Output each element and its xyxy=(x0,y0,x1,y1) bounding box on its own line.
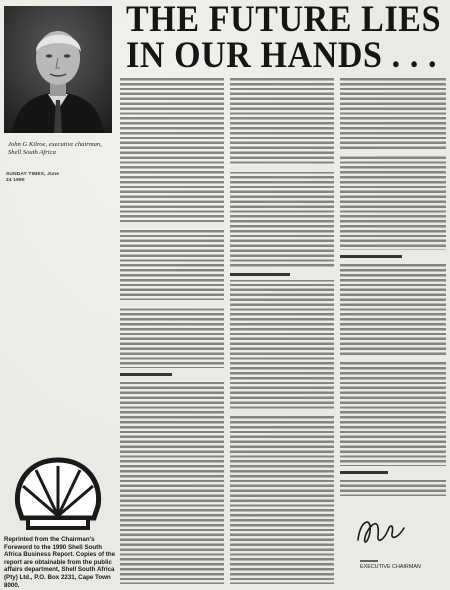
paragraph-break xyxy=(120,222,224,228)
paragraph-break xyxy=(340,356,446,362)
author-photo xyxy=(4,6,112,133)
stamp-line: SUNDAY TIMES, June 24 1990 xyxy=(6,172,60,183)
body-column-3 xyxy=(340,78,446,496)
shell-emblem-icon xyxy=(10,456,106,534)
paragraph-break xyxy=(230,410,334,416)
signer-title: EXECUTIVE CHAIRMAN xyxy=(360,564,421,571)
headline-line-1: THE FUTURE LIES xyxy=(126,0,442,40)
left-column xyxy=(0,0,118,590)
newspaper-stamp xyxy=(6,172,64,184)
caption-role: Shell South Africa xyxy=(8,149,56,157)
section-subhead-mark xyxy=(120,373,172,376)
photo-caption xyxy=(8,141,112,158)
caption-name: John G Kilroe, executive chairman, xyxy=(8,141,102,148)
paragraph-break xyxy=(120,300,224,306)
signer-initials-mark xyxy=(360,560,378,562)
signature-image xyxy=(350,510,410,552)
headline-line-2: IN OUR HANDS . . . xyxy=(126,35,438,76)
paragraph-break xyxy=(230,166,334,172)
section-subhead-mark xyxy=(340,471,388,474)
headline xyxy=(126,0,446,76)
body-column-1 xyxy=(120,78,224,584)
paragraph-break xyxy=(340,150,446,156)
body-column-2 xyxy=(230,78,334,584)
signer-block xyxy=(360,560,446,571)
section-subhead-mark xyxy=(340,255,402,258)
reprint-note: Reprinted from the Chairman's Foreword to the 1990 Shell South Africa Business Report. Copies of the report are obtainable from the public affairs department, Shell South Africa (Pty) Ltd., P.O. Box 2231, Cape Town 8000. xyxy=(4,536,116,589)
section-subhead-mark xyxy=(230,273,290,276)
